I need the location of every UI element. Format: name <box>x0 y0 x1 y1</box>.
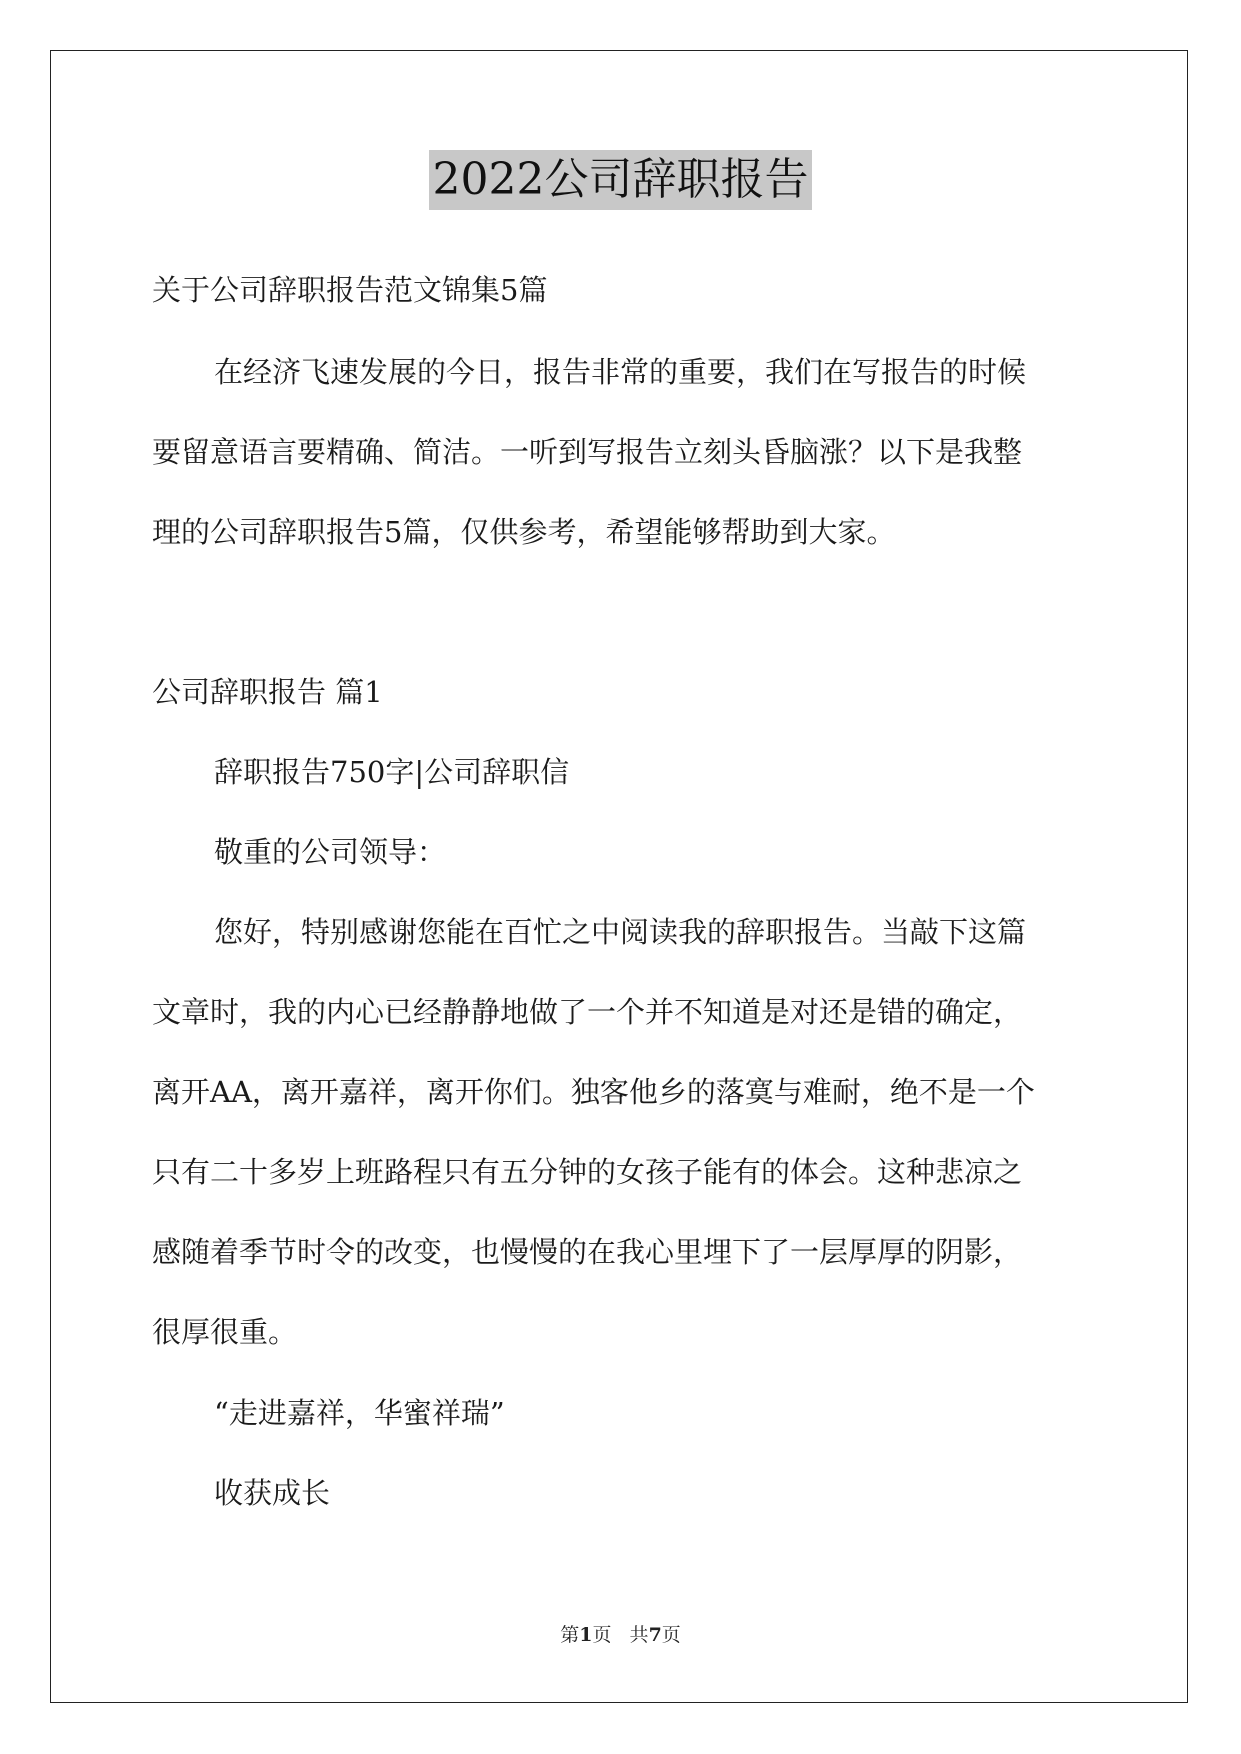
footer-page-total: 7 <box>648 1624 662 1646</box>
intro-line-1: 在经济飞速发展的今日，报告非常的重要，我们在写报告的时候 <box>214 355 1027 389</box>
document-title: 2022公司辞职报告 <box>429 150 813 210</box>
quote-line: “走进嘉祥，华蜜祥瑞” <box>214 1396 505 1430</box>
subheading: 收获成长 <box>214 1476 331 1510</box>
footer-page-mid: 页 共 <box>592 1624 649 1646</box>
intro-line-2: 要留意语言要精确、简洁。一听到写报告立刻头昏脑涨？以下是我整 <box>152 435 1023 469</box>
document-title-container <box>0 150 1241 210</box>
letter-title: 辞职报告750字|公司辞职信 <box>214 755 570 789</box>
body-line-2: 文章时，我的内心已经静静地做了一个并不知道是对还是错的确定， <box>152 995 1023 1029</box>
salutation: 敬重的公司领导： <box>214 835 447 869</box>
document-subtitle: 关于公司辞职报告范文锦集5篇 <box>152 273 548 307</box>
section-heading: 公司辞职报告 篇1 <box>152 675 383 709</box>
page-footer <box>0 1620 1241 1647</box>
footer-page-number: 1 <box>579 1624 593 1646</box>
body-line-3: 离开AA，离开嘉祥，离开你们。独客他乡的落寞与难耐，绝不是一个 <box>152 1075 1035 1109</box>
body-line-1: 您好，特别感谢您能在百忙之中阅读我的辞职报告。当敲下这篇 <box>214 915 1027 949</box>
body-line-5: 感随着季节时令的改变，也慢慢的在我心里埋下了一层厚厚的阴影， <box>152 1235 1023 1269</box>
footer-page-suffix: 页 <box>661 1624 681 1646</box>
body-line-6: 很厚很重。 <box>152 1315 298 1349</box>
footer-page-prefix: 第 <box>560 1624 580 1646</box>
intro-line-3: 理的公司辞职报告5篇，仅供参考，希望能够帮助到大家。 <box>152 515 896 549</box>
body-line-4: 只有二十多岁上班路程只有五分钟的女孩子能有的体会。这种悲凉之 <box>152 1155 1023 1189</box>
